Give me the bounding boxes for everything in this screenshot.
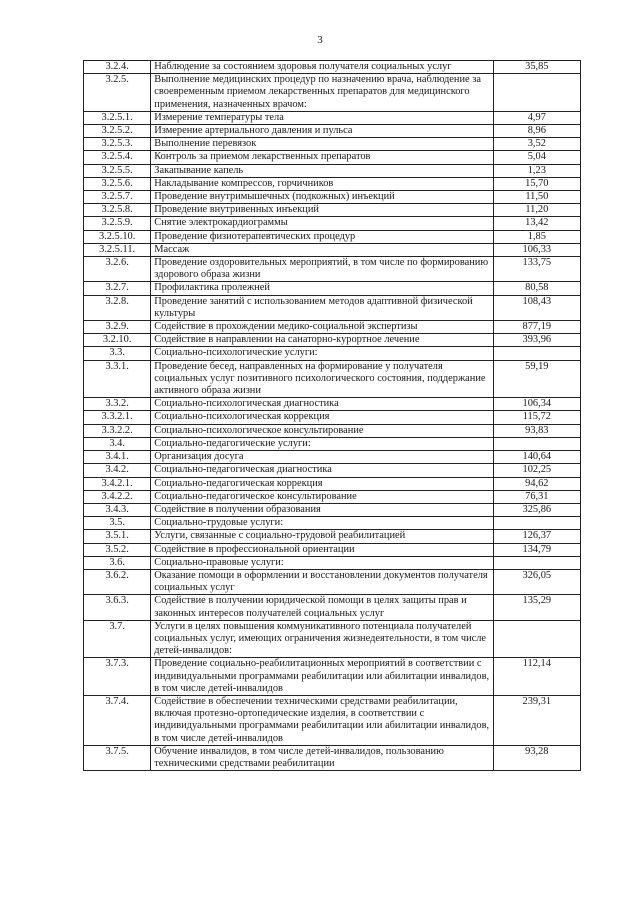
table-row [84,620,581,658]
row-name-cell: Обучение инвалидов, в том числе детей-инвалидов, пользованию техническими средствами реабилитации [151,745,493,770]
row-code-cell: 3.2.5. [84,74,151,112]
row-price-cell: 134,79 [493,543,580,556]
services-table [83,60,581,771]
row-name-cell: Социально-психологическая диагностика [151,398,493,411]
row-code-cell: 3.2.4. [84,61,151,74]
table-row [84,658,581,696]
table-row [84,556,581,569]
row-price-cell: 108,43 [493,295,580,320]
row-price-cell: 106,34 [493,398,580,411]
row-name-cell: Проведение занятий с использованием методов адаптивной физической культуры [151,295,493,320]
row-code-cell: 3.2.5.3. [84,138,151,151]
row-name-cell: Социально-психологические услуги: [151,347,493,360]
row-code-cell: 3.2.5.8. [84,204,151,217]
row-code-cell: 3.4.2. [84,464,151,477]
row-code-cell: 3.2.9. [84,321,151,334]
row-code-cell: 3.5. [84,517,151,530]
row-code-cell: 3.3.2.2. [84,424,151,437]
row-price-cell [493,620,580,658]
row-code-cell: 3.4.1. [84,451,151,464]
row-price-cell: 115,72 [493,411,580,424]
row-name-cell: Профилактика пролежней [151,282,493,295]
table-row [84,464,581,477]
row-price-cell [493,74,580,112]
row-name-cell: Содействие в прохождении медико-социальной экспертизы [151,321,493,334]
row-name-cell: Социально-педагогические услуги: [151,437,493,450]
row-name-cell: Проведение бесед, направленных на формирование у получателя социальных услуг позитивного психологического состояния, поддержание активного образа жизни [151,360,493,398]
row-price-cell: 133,75 [493,257,580,282]
table-row [84,347,581,360]
row-price-cell: 93,83 [493,424,580,437]
table-row [84,177,581,190]
row-code-cell: 3.2.5.11. [84,243,151,256]
row-price-cell: 102,25 [493,464,580,477]
row-name-cell: Измерение артериального давления и пульса [151,125,493,138]
row-price-cell: 76,31 [493,490,580,503]
row-price-cell: 106,33 [493,243,580,256]
row-code-cell: 3.2.5.5. [84,164,151,177]
row-price-cell: 1,23 [493,164,580,177]
row-price-cell: 4,97 [493,111,580,124]
row-code-cell: 3.2.5.10. [84,230,151,243]
row-name-cell: Выполнение перевязок [151,138,493,151]
row-code-cell: 3.4.3. [84,503,151,516]
table-row [84,437,581,450]
row-code-cell: 3.7. [84,620,151,658]
table-row [84,74,581,112]
row-code-cell: 3.4. [84,437,151,450]
table-row [84,230,581,243]
row-price-cell: 5,04 [493,151,580,164]
table-row [84,204,581,217]
row-price-cell [493,347,580,360]
table-row [84,595,581,620]
row-name-cell: Социально-психологическое консультирование [151,424,493,437]
row-code-cell: 3.2.10. [84,334,151,347]
table-row [84,517,581,530]
table-row [84,282,581,295]
table-row [84,295,581,320]
row-name-cell: Социально-педагогическая коррекция [151,477,493,490]
row-price-cell: 35,85 [493,61,580,74]
table-row [84,151,581,164]
row-name-cell: Содействие в получении образования [151,503,493,516]
row-price-cell [493,517,580,530]
row-code-cell: 3.2.5.1. [84,111,151,124]
row-code-cell: 3.2.5.7. [84,191,151,204]
row-code-cell: 3.2.7. [84,282,151,295]
row-name-cell: Услуги в целях повышения коммуникативного потенциала получателей социальных услуг, имеющих ограничения жизнедеятельности, в том числе детей-инвалидов: [151,620,493,658]
services-table-body [84,61,581,771]
row-price-cell: 140,64 [493,451,580,464]
row-name-cell: Наблюдение за состоянием здоровья получателя социальных услуг [151,61,493,74]
table-row [84,543,581,556]
row-name-cell: Социально-психологическая коррекция [151,411,493,424]
row-name-cell: Снятие электрокардиограммы [151,217,493,230]
table-row [84,569,581,594]
row-name-cell: Социально-трудовые услуги: [151,517,493,530]
row-price-cell: 1,85 [493,230,580,243]
row-price-cell: 59,19 [493,360,580,398]
table-row [84,191,581,204]
row-code-cell: 3.3.1. [84,360,151,398]
row-code-cell: 3.7.4. [84,695,151,745]
table-row [84,745,581,770]
row-name-cell: Проведение внутримышечных (подкожных) инъекций [151,191,493,204]
row-name-cell: Организация досуга [151,451,493,464]
table-row [84,164,581,177]
row-price-cell: 13,42 [493,217,580,230]
row-name-cell: Услуги, связанные с социально-трудовой реабилитацией [151,530,493,543]
row-name-cell: Проведение внутривенных инъекций [151,204,493,217]
row-name-cell: Содействие в направлении на санаторно-курортное лечение [151,334,493,347]
row-name-cell: Закапывание капель [151,164,493,177]
row-price-cell: 93,28 [493,745,580,770]
table-row [84,243,581,256]
table-row [84,360,581,398]
row-code-cell: 3.6.2. [84,569,151,594]
row-code-cell: 3.7.3. [84,658,151,696]
row-code-cell: 3.2.8. [84,295,151,320]
row-price-cell: 126,37 [493,530,580,543]
row-name-cell: Выполнение медицинских процедур по назначению врача, наблюдение за своевременным приемом лекарственных препаратов для медицинского применения, назначенных врачом: [151,74,493,112]
row-name-cell: Проведение физиотерапевтических процедур [151,230,493,243]
table-row [84,503,581,516]
row-price-cell [493,556,580,569]
row-price-cell: 135,29 [493,595,580,620]
row-code-cell: 3.4.2.1. [84,477,151,490]
row-price-cell: 3,52 [493,138,580,151]
row-name-cell: Контроль за приемом лекарственных препаратов [151,151,493,164]
row-name-cell: Массаж [151,243,493,256]
row-price-cell: 877,19 [493,321,580,334]
row-code-cell: 3.3.2.1. [84,411,151,424]
table-row [84,138,581,151]
row-code-cell: 3.6. [84,556,151,569]
table-row [84,411,581,424]
row-price-cell: 8,96 [493,125,580,138]
row-price-cell: 94,62 [493,477,580,490]
table-row [84,398,581,411]
table-row [84,477,581,490]
row-price-cell [493,437,580,450]
row-price-cell: 326,05 [493,569,580,594]
table-row [84,530,581,543]
row-name-cell: Социально-педагогическое консультирование [151,490,493,503]
row-code-cell: 3.5.2. [84,543,151,556]
row-price-cell: 325,86 [493,503,580,516]
table-row [84,334,581,347]
row-code-cell: 3.3. [84,347,151,360]
row-price-cell: 112,14 [493,658,580,696]
row-price-cell: 393,96 [493,334,580,347]
row-price-cell: 80,58 [493,282,580,295]
row-code-cell: 3.4.2.2. [84,490,151,503]
row-code-cell: 3.2.5.2. [84,125,151,138]
row-code-cell: 3.3.2. [84,398,151,411]
row-code-cell: 3.2.5.9. [84,217,151,230]
table-row [84,695,581,745]
table-row [84,217,581,230]
row-name-cell: Оказание помощи в оформлении и восстановлении документов получателя социальных услуг [151,569,493,594]
row-code-cell: 3.2.6. [84,257,151,282]
row-price-cell: 239,31 [493,695,580,745]
row-price-cell: 11,20 [493,204,580,217]
row-price-cell: 11,50 [493,191,580,204]
row-code-cell: 3.2.5.4. [84,151,151,164]
table-row [84,424,581,437]
table-row [84,451,581,464]
row-name-cell: Содействие в профессиональной ориентации [151,543,493,556]
page-number: 3 [317,34,323,46]
table-row [84,321,581,334]
row-name-cell: Накладывание компрессов, горчичников [151,177,493,190]
table-row [84,490,581,503]
row-name-cell: Социально-педагогическая диагностика [151,464,493,477]
table-row [84,111,581,124]
row-name-cell: Измерение температуры тела [151,111,493,124]
row-name-cell: Содействие в обеспечении техническими средствами реабилитации, включая протезно-ортопедические изделия, в соответствии с индивидуальными программами реабилитации или абилитации инвалидов, в том числе детей-инвалидов [151,695,493,745]
table-row [84,257,581,282]
row-name-cell: Проведение оздоровительных мероприятий, в том числе по формированию здорового образа жизни [151,257,493,282]
row-price-cell: 15,70 [493,177,580,190]
row-name-cell: Социально-правовые услуги: [151,556,493,569]
row-code-cell: 3.7.5. [84,745,151,770]
row-code-cell: 3.2.5.6. [84,177,151,190]
row-name-cell: Содействие в получении юридической помощи в целях защиты прав и законных интересов получателей социальных услуг [151,595,493,620]
row-name-cell: Проведение социально-реабилитационных мероприятий в соответствии с индивидуальными программами реабилитации или абилитации инвалидов, в том числе детей-инвалидов [151,658,493,696]
row-code-cell: 3.6.3. [84,595,151,620]
table-row [84,125,581,138]
table-row [84,61,581,74]
row-code-cell: 3.5.1. [84,530,151,543]
